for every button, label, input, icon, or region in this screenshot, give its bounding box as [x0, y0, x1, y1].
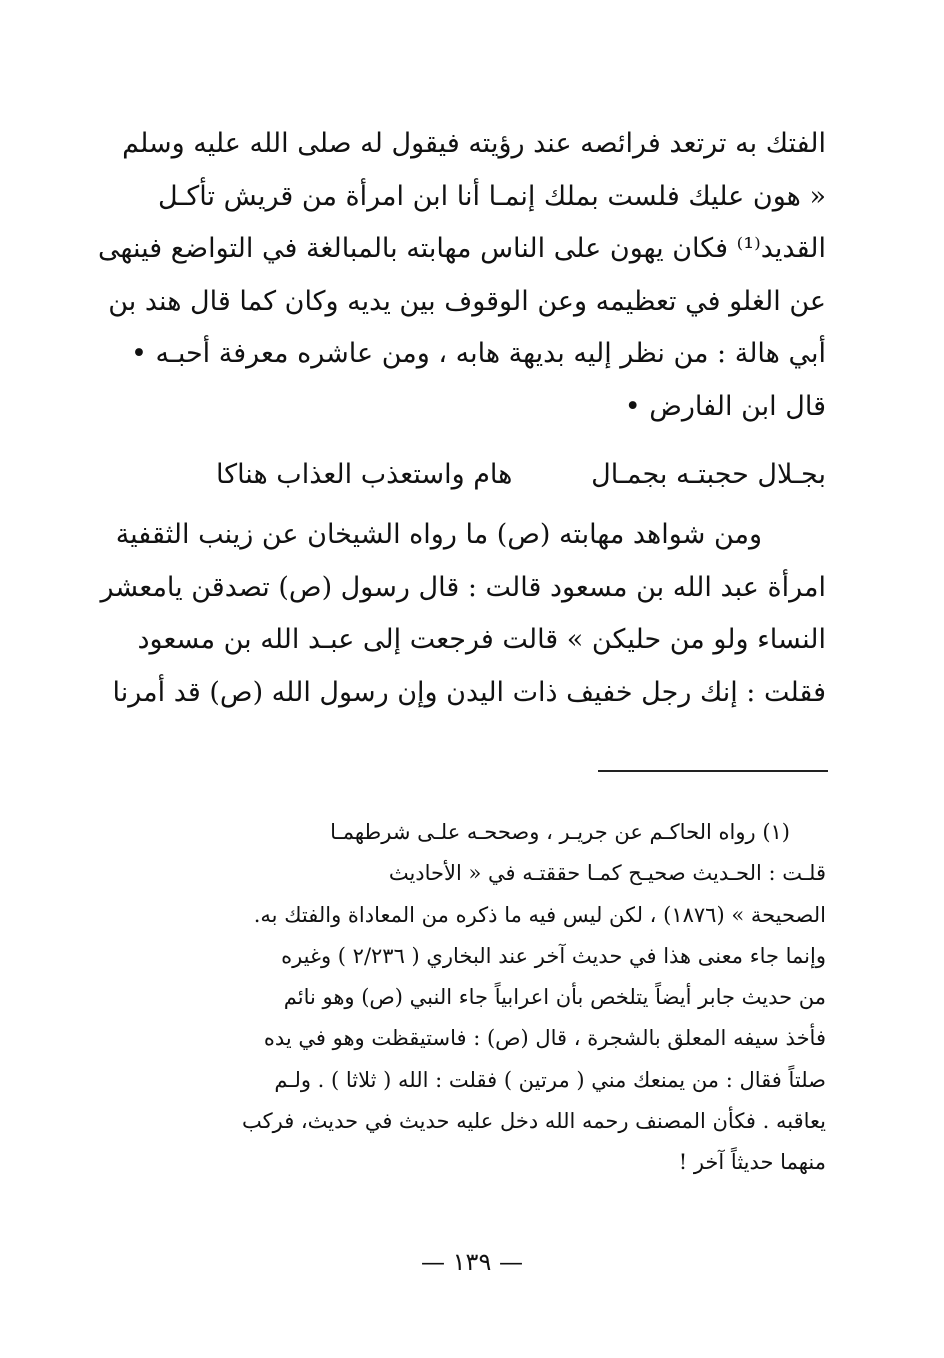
text-line: امرأة عبد الله بن مسعود قالت : قال رسول (ص) تصدقن يامعشر	[100, 571, 826, 603]
footnote-line: وإنما جاء معنى هذا في حديث آخر عند البخاري ( ٢/٢٣٦ ) وغيره	[281, 943, 826, 968]
poem-verse	[96, 449, 826, 501]
text-line: القديد⁽¹⁾ فكان يهون على الناس مهابته بالمبالغة في التواضع فينهى	[98, 233, 826, 264]
text-line: الفتك به ترتعد فرائصه عند رؤيته فيقول له صلى الله عليه وسلم	[122, 128, 826, 159]
text-line: قال ابن الفارض •	[624, 390, 826, 422]
footnote-line: قلـت : الحـديث صحيـح كمـا حققتـه في « الأحاديث	[388, 861, 826, 886]
text-line: النساء ولو من حليكن » قالت فرجعت إلى عبـد الله بن مسعود	[137, 624, 826, 655]
footnote-separator	[598, 770, 828, 772]
text-line: فقلت : إنك رجل خفيف ذات اليدن وإن رسول الله (ص) قد أمرنا	[112, 676, 826, 708]
text-line: عن الغلو في تعظيمه وعن الوقوف بين يديه وكان كما قال هند بن	[108, 285, 826, 317]
footnote-line: (١) رواه الحاكـم عن جريـر ، وصححـه علـى شرطهمـا	[330, 820, 790, 844]
text-line: ومن شواهد مهابته (ص) ما رواه الشيخان عن زينب الثقفية	[115, 519, 762, 550]
page-number: — ١٣٩ —	[421, 1248, 523, 1276]
footnote-line: صلتاً فقال : من يمنعك مني ( مرتين ) فقلت : الله ( ثلاثا ) . ولـم	[274, 1067, 826, 1092]
footnote-line: منهما حديثاً آخر !	[678, 1150, 826, 1175]
main-text-block	[96, 118, 826, 719]
verse-right-hemistich: بجـلال حجبتـه بجمـال	[591, 459, 826, 490]
verse-left-hemistich: هام واستعذب العذاب هناكا	[216, 459, 513, 490]
footnote-line: من حديث جابر أيضاً يتلخص بأن اعرابياً جاء النبي (ص) وهو نائم	[283, 985, 826, 1010]
text-line: أبي هالة : من نظر إليه بديهة هابه ، ومن عاشره معرفة أحبـه •	[130, 338, 826, 369]
footnote-block	[96, 812, 826, 1184]
footnote-line: فأخذ سيفه المعلق بالشجرة ، قال (ص) : فاستيقظت وهو في يده	[263, 1026, 826, 1051]
footnote-line: يعاقبه . فكأن المصنف رحمه الله دخل عليه حديث في حديث، فركب	[241, 1109, 826, 1134]
footnote-line: الصحيحة » (١٨٧٦) ، لكن ليس فيه ما ذكره من المعاداة والفتك به.	[253, 902, 826, 927]
text-line: « هون عليك فلست بملك إنمـا أنا ابن امرأة من قريش تأكـل	[158, 180, 826, 212]
